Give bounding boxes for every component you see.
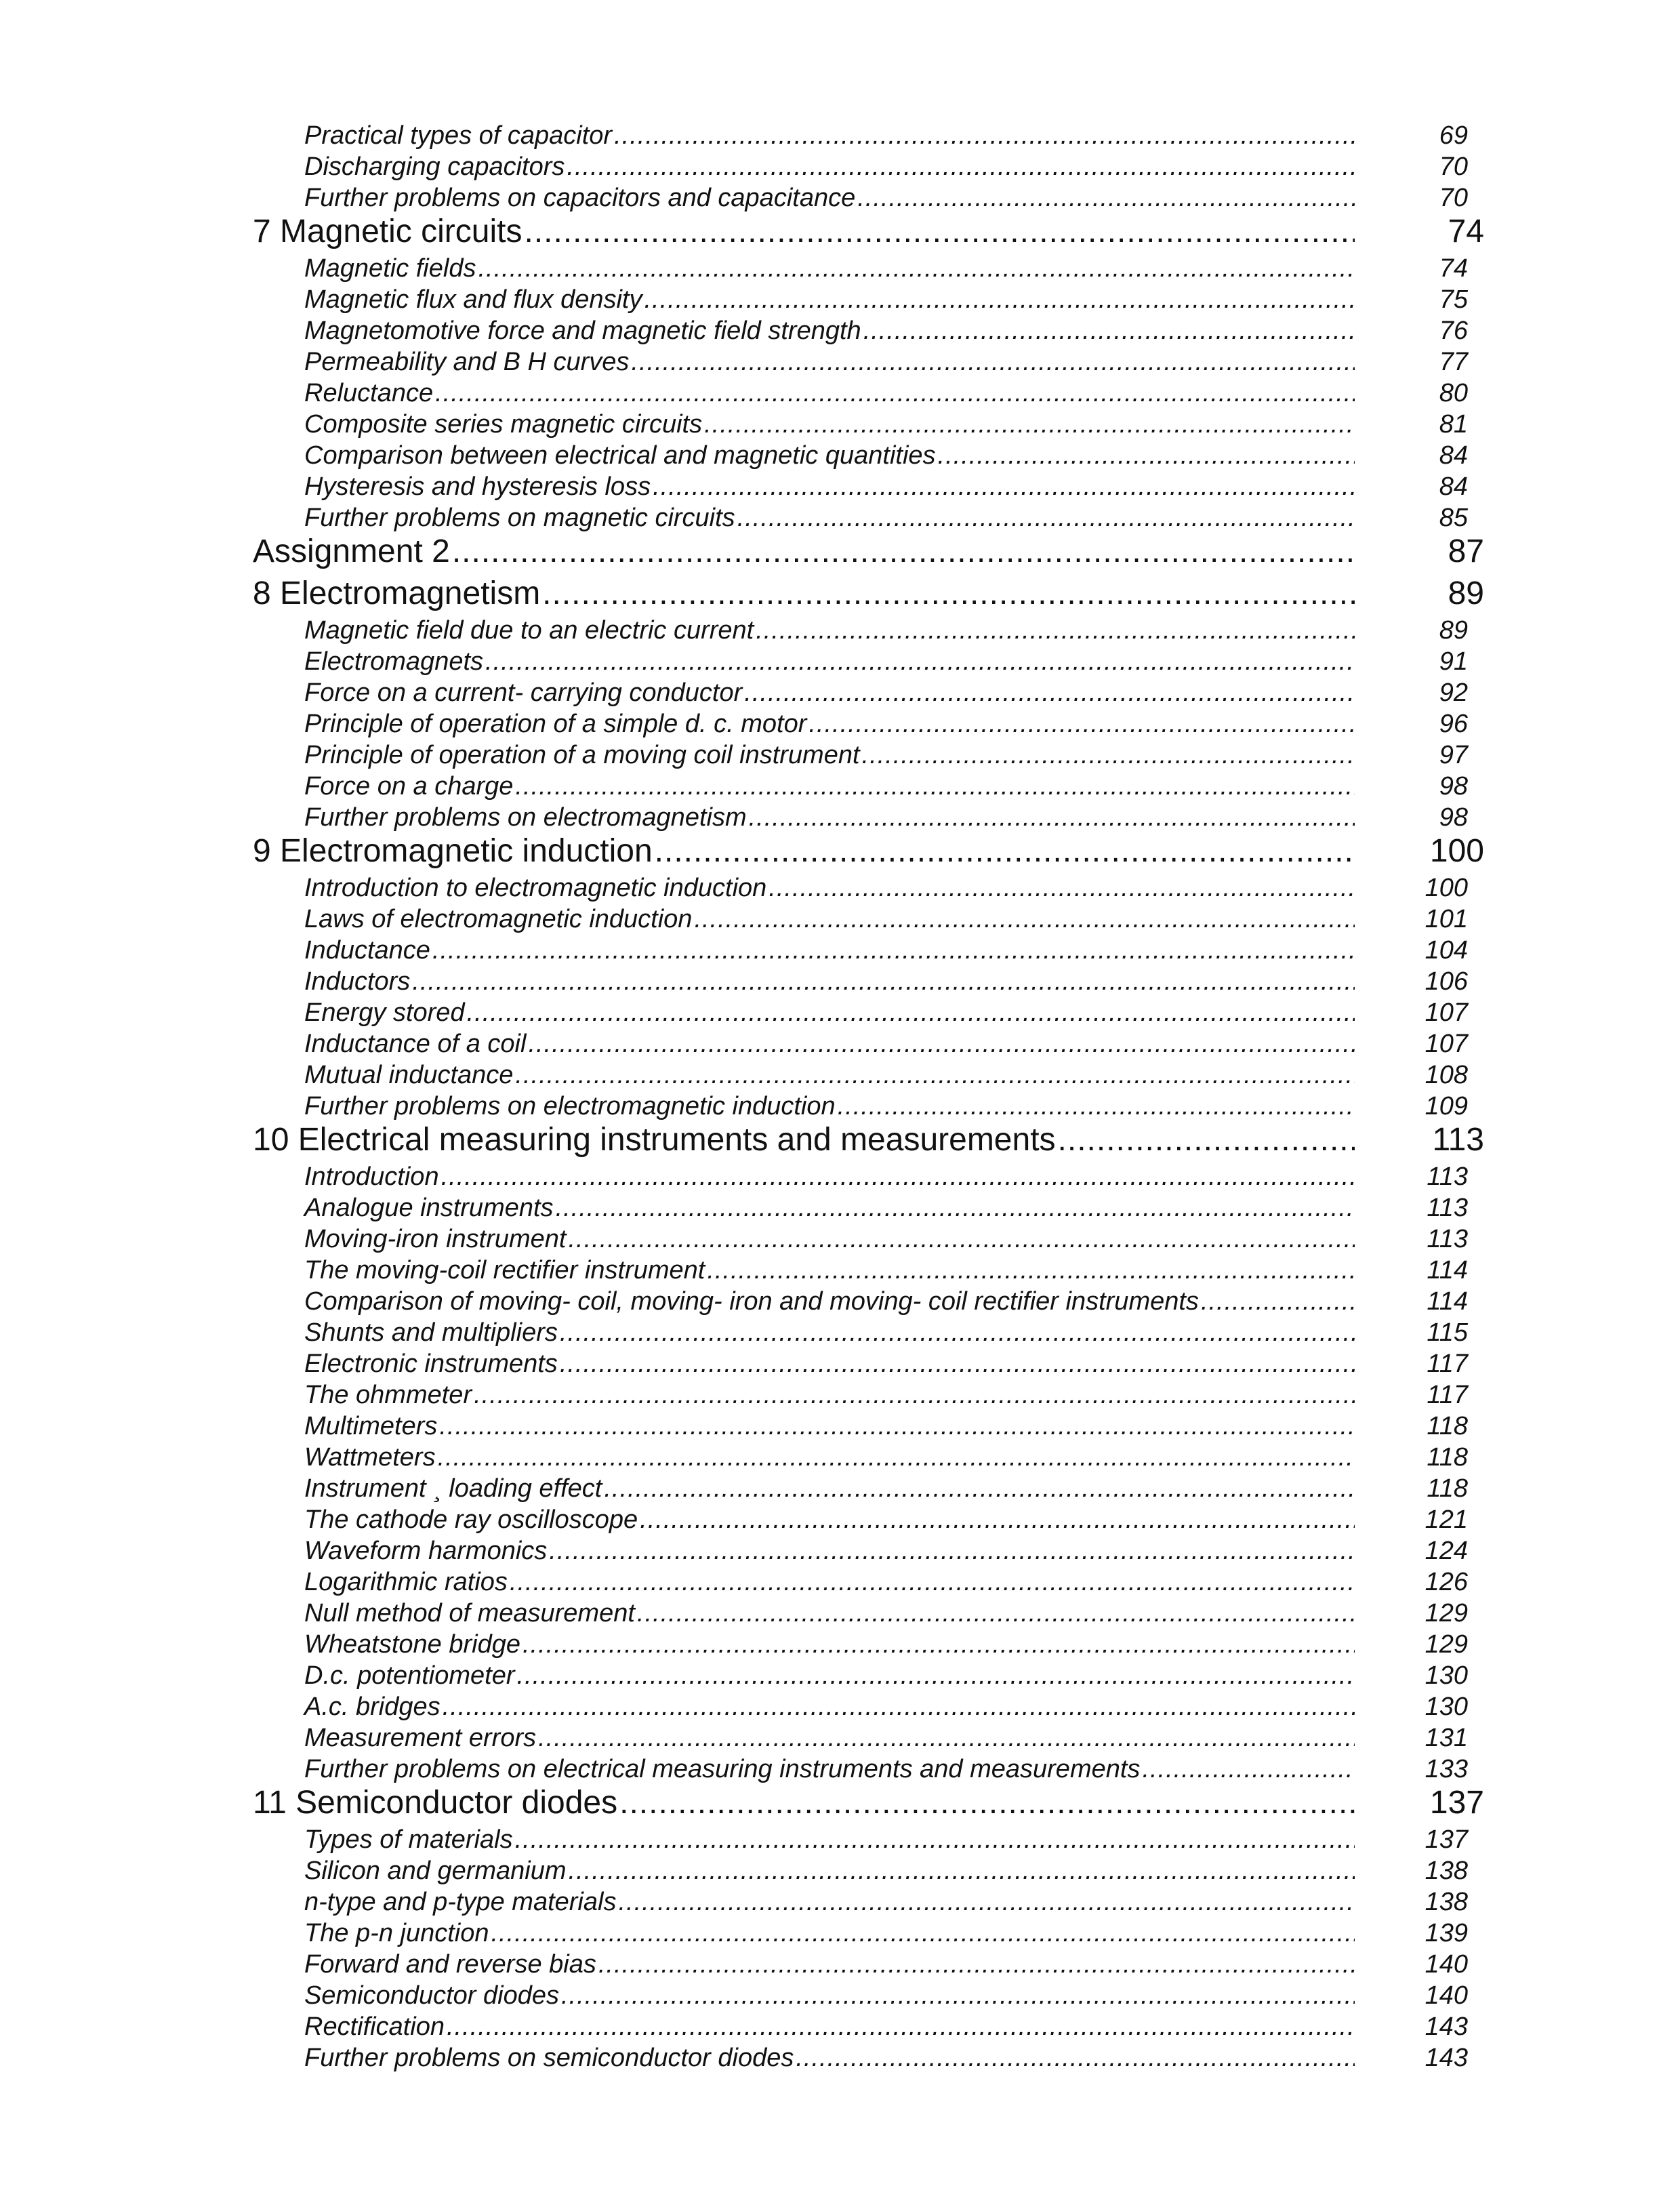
section-page-number: 77 <box>1439 348 1468 376</box>
dot-leader <box>938 441 1355 470</box>
section-title: Practical types of capacitor <box>304 121 613 150</box>
section-page-number: 131 <box>1425 1724 1468 1752</box>
section-page-number: 84 <box>1439 472 1468 501</box>
section-title: Introduction <box>304 1162 439 1191</box>
section-title: Composite series magnetic circuits <box>304 410 703 439</box>
dot-leader <box>769 873 1355 903</box>
chapter-page-number: 87 <box>1448 533 1484 569</box>
chapter-title: Assignment 2 <box>253 533 450 569</box>
toc-section-row[interactable] <box>304 285 1355 315</box>
toc-section-row[interactable] <box>304 1536 1355 1566</box>
section-page-number: 130 <box>1425 1693 1468 1721</box>
section-title: The moving-coil rectifier instrument <box>304 1256 705 1284</box>
toc-chapter-row[interactable] <box>253 575 1355 613</box>
section-title: Instrument ¸ loading effect <box>304 1474 602 1503</box>
section-page-number: 107 <box>1425 1030 1468 1058</box>
section-title: Electronic instruments <box>304 1350 558 1378</box>
section-page-number: 74 <box>1439 254 1468 283</box>
chapter-page-number: 137 <box>1429 1785 1484 1821</box>
section-page-number: 115 <box>1427 1318 1468 1347</box>
dot-leader <box>808 709 1355 739</box>
section-title: Energy stored <box>304 998 465 1027</box>
section-title: Magnetic field due to an electric current <box>304 616 754 645</box>
chapter-title: 9 Electromagnetic induction <box>253 833 653 869</box>
section-title: The p-n junction <box>304 1919 489 1947</box>
dot-leader <box>524 213 1355 251</box>
section-page-number: 106 <box>1425 967 1468 996</box>
section-title: Force on a current- carrying conductor <box>304 679 743 707</box>
section-title: Forward and reverse bias <box>304 1950 596 1979</box>
toc-chapter-row[interactable] <box>253 1121 1355 1159</box>
section-title: Further problems on electrical measuring instruments and measurements <box>304 1755 1141 1783</box>
dot-leader <box>515 1825 1355 1855</box>
section-page-number: 98 <box>1439 772 1468 801</box>
dot-leader <box>694 904 1355 934</box>
toc-section-row[interactable] <box>304 378 1355 408</box>
section-page-number: 139 <box>1425 1919 1468 1947</box>
section-title: Inductance of a coil <box>304 1030 527 1058</box>
section-title: Wheatstone bridge <box>304 1630 520 1659</box>
dot-leader <box>412 967 1355 996</box>
section-title: Hysteresis and hysteresis loss <box>304 472 651 501</box>
section-title: D.c. potentiometer <box>304 1661 515 1690</box>
dot-leader <box>863 316 1355 346</box>
toc-section-row[interactable] <box>304 1661 1355 1691</box>
section-title: Electromagnets <box>304 647 484 676</box>
section-page-number: 76 <box>1439 317 1468 345</box>
dot-leader <box>655 832 1355 870</box>
dot-leader <box>560 1318 1355 1348</box>
section-title: Null method of measurement <box>304 1599 635 1627</box>
section-title: Moving-iron instrument <box>304 1225 567 1253</box>
chapter-page-number: 89 <box>1448 575 1484 611</box>
toc-section-row[interactable] <box>304 998 1355 1028</box>
dot-leader <box>604 1474 1355 1503</box>
chapter-page-number: 74 <box>1448 214 1484 249</box>
section-title: Shunts and multipliers <box>304 1318 558 1347</box>
toc-section-row[interactable] <box>304 1091 1355 1121</box>
chapter-title: 7 Magnetic circuits <box>253 214 523 249</box>
toc-section-row[interactable] <box>304 441 1355 470</box>
section-page-number: 113 <box>1427 1162 1468 1191</box>
dot-leader <box>452 533 1355 571</box>
section-page-number: 92 <box>1439 679 1468 707</box>
dot-leader <box>631 347 1355 377</box>
section-page-number: 104 <box>1425 936 1468 965</box>
toc-section-row[interactable] <box>304 1349 1355 1379</box>
dot-leader <box>707 1255 1355 1285</box>
section-page-number: 91 <box>1439 647 1468 676</box>
dot-leader <box>1201 1287 1355 1316</box>
section-title: Introduction to electromagnetic induction <box>304 874 767 902</box>
section-page-number: 85 <box>1439 504 1468 532</box>
dot-leader <box>432 935 1355 965</box>
dot-leader <box>1058 1121 1355 1159</box>
dot-leader <box>549 1536 1355 1566</box>
section-title: Further problems on semiconductor diodes <box>304 2044 794 2072</box>
toc-section-row[interactable] <box>304 503 1355 533</box>
toc-section-row[interactable] <box>304 1754 1355 1784</box>
section-page-number: 143 <box>1425 2044 1468 2072</box>
dot-leader <box>653 472 1355 502</box>
section-title: Logarithmic ratios <box>304 1568 508 1596</box>
dot-leader <box>491 1918 1355 1948</box>
section-title: The ohmmeter <box>304 1381 472 1409</box>
dot-leader <box>598 1949 1355 1979</box>
toc-section-row[interactable] <box>304 347 1355 377</box>
dot-leader <box>447 2012 1355 2042</box>
toc-section-row[interactable] <box>304 1411 1355 1441</box>
toc-section-row[interactable] <box>304 1981 1355 2010</box>
toc-section-row[interactable] <box>304 409 1355 439</box>
section-title: Discharging capacitors <box>304 153 565 181</box>
dot-leader <box>538 1723 1355 1753</box>
section-title: Principle of operation of a moving coil instrument <box>304 741 860 769</box>
toc-section-row[interactable] <box>304 1949 1355 1979</box>
section-title: Comparison between electrical and magnetic quantities <box>304 441 936 470</box>
toc-section-row[interactable] <box>304 254 1355 283</box>
toc-section-row[interactable] <box>304 1887 1355 1917</box>
section-title: Further problems on capacitors and capacitance <box>304 184 856 212</box>
section-page-number: 140 <box>1425 1981 1468 2010</box>
toc-section-row[interactable] <box>304 472 1355 502</box>
toc-section-row[interactable] <box>304 1287 1355 1316</box>
section-title: Magnetomotive force and magnetic field strength <box>304 317 861 345</box>
toc-section-row[interactable] <box>304 2012 1355 2042</box>
toc-section-row[interactable] <box>304 1380 1355 1410</box>
section-title: Wattmeters <box>304 1443 436 1472</box>
section-page-number: 101 <box>1425 905 1468 933</box>
section-page-number: 98 <box>1439 803 1468 832</box>
section-page-number: 126 <box>1425 1568 1468 1596</box>
dot-leader <box>568 1224 1355 1254</box>
section-title: Reluctance <box>304 379 434 407</box>
dot-leader <box>796 2043 1355 2073</box>
section-page-number: 81 <box>1439 410 1468 439</box>
toc-section-row[interactable] <box>304 1162 1355 1192</box>
section-page-number: 118 <box>1427 1474 1468 1503</box>
chapter-page-number: 100 <box>1429 833 1484 869</box>
section-page-number: 118 <box>1427 1412 1468 1440</box>
dot-leader <box>556 1193 1355 1223</box>
chapter-title: 8 Electromagnetism <box>253 575 541 611</box>
section-page-number: 124 <box>1425 1537 1468 1565</box>
section-page-number: 140 <box>1425 1950 1468 1979</box>
section-title: Inductors <box>304 967 411 996</box>
section-title: Magnetic fields <box>304 254 476 283</box>
toc-section-row[interactable] <box>304 678 1355 708</box>
toc-chapter-row[interactable] <box>253 832 1355 870</box>
section-page-number: 129 <box>1425 1630 1468 1659</box>
dot-leader <box>567 152 1355 182</box>
dot-leader <box>542 575 1355 613</box>
section-page-number: 114 <box>1427 1256 1468 1284</box>
chapter-page-number: 113 <box>1432 1122 1484 1158</box>
dot-leader <box>569 1856 1355 1886</box>
section-page-number: 69 <box>1439 121 1468 150</box>
toc-section-row[interactable] <box>304 183 1355 213</box>
section-page-number: 118 <box>1427 1443 1468 1472</box>
dot-leader <box>838 1091 1355 1121</box>
toc-section-row[interactable] <box>304 740 1355 770</box>
chapter-title: 11 Semiconductor diodes <box>253 1785 618 1821</box>
section-title: Multimeters <box>304 1412 438 1440</box>
toc-section-row[interactable] <box>304 1193 1355 1223</box>
dot-leader <box>439 1411 1355 1441</box>
dot-leader <box>435 378 1355 408</box>
section-title: Laws of electromagnetic induction <box>304 905 693 933</box>
toc-section-row[interactable] <box>304 121 1355 150</box>
toc-chapter-row[interactable] <box>253 533 1355 571</box>
toc-section-row[interactable] <box>304 1598 1355 1628</box>
section-page-number: 96 <box>1439 710 1468 738</box>
dot-leader <box>640 1505 1355 1535</box>
section-page-number: 121 <box>1425 1505 1468 1534</box>
dot-leader <box>516 1661 1355 1691</box>
toc-section-row[interactable] <box>304 709 1355 739</box>
section-page-number: 75 <box>1439 285 1468 314</box>
section-title: Mutual inductance <box>304 1061 514 1089</box>
dot-leader <box>515 1060 1355 1090</box>
section-title: A.c. bridges <box>304 1693 441 1721</box>
dot-leader <box>438 1442 1355 1472</box>
section-page-number: 133 <box>1425 1755 1468 1783</box>
section-title: Analogue instruments <box>304 1194 554 1222</box>
toc-chapter-row[interactable] <box>253 213 1355 251</box>
toc-section-row[interactable] <box>304 771 1355 801</box>
dot-leader <box>619 1784 1355 1822</box>
toc-section-row[interactable] <box>304 152 1355 182</box>
toc-section-row[interactable] <box>304 1060 1355 1090</box>
section-page-number: 113 <box>1427 1194 1468 1222</box>
toc-chapter-row[interactable] <box>253 1784 1355 1822</box>
toc-section-row[interactable] <box>304 1029 1355 1059</box>
dot-leader <box>744 678 1355 708</box>
section-page-number: 114 <box>1427 1287 1468 1316</box>
section-page-number: 70 <box>1439 184 1468 212</box>
section-title: n-type and p-type materials <box>304 1888 617 1916</box>
dot-leader <box>515 771 1355 801</box>
dot-leader <box>756 615 1355 645</box>
dot-leader <box>637 1598 1355 1628</box>
dot-leader <box>644 285 1355 315</box>
dot-leader <box>510 1567 1355 1597</box>
section-title: Measurement errors <box>304 1724 537 1752</box>
section-title: Semiconductor diodes <box>304 1981 559 2010</box>
section-page-number: 129 <box>1425 1599 1468 1627</box>
toc-section-row[interactable] <box>304 803 1355 832</box>
toc-section-row[interactable] <box>304 316 1355 346</box>
section-page-number: 100 <box>1425 874 1468 902</box>
dot-leader <box>478 254 1355 283</box>
section-title: Principle of operation of a simple d. c. motor <box>304 710 807 738</box>
toc-section-row[interactable] <box>304 1692 1355 1722</box>
section-title: Magnetic flux and flux density <box>304 285 642 314</box>
section-page-number: 84 <box>1439 441 1468 470</box>
dot-leader <box>857 183 1355 213</box>
section-title: Inductance <box>304 936 430 965</box>
dot-leader <box>560 1349 1355 1379</box>
section-title: The cathode ray oscilloscope <box>304 1505 638 1534</box>
toc-section-row[interactable] <box>304 904 1355 934</box>
toc-section-row[interactable] <box>304 1918 1355 1948</box>
toc-section-row[interactable] <box>304 1505 1355 1535</box>
toc-section-row[interactable] <box>304 1224 1355 1254</box>
section-title: Further problems on magnetic circuits <box>304 504 735 532</box>
toc-section-row[interactable] <box>304 1630 1355 1659</box>
section-page-number: 70 <box>1439 153 1468 181</box>
section-page-number: 138 <box>1425 1857 1468 1885</box>
toc-section-row[interactable] <box>304 615 1355 645</box>
section-page-number: 138 <box>1425 1888 1468 1916</box>
toc-section-row[interactable] <box>304 873 1355 903</box>
dot-leader <box>614 121 1355 150</box>
section-page-number: 130 <box>1425 1661 1468 1690</box>
section-title: Rectification <box>304 2012 445 2041</box>
section-title: Comparison of moving- coil, moving- iron and moving- coil rectifier instruments <box>304 1287 1199 1316</box>
dot-leader <box>443 1692 1355 1722</box>
section-page-number: 117 <box>1427 1381 1468 1409</box>
dot-leader <box>561 1981 1355 2010</box>
dot-leader <box>1142 1754 1355 1784</box>
toc-section-row[interactable] <box>304 1825 1355 1855</box>
section-page-number: 89 <box>1439 616 1468 645</box>
dot-leader <box>528 1029 1355 1059</box>
dot-leader <box>523 1630 1355 1659</box>
toc-section-row[interactable] <box>304 1723 1355 1753</box>
section-title: Force on a charge <box>304 772 514 801</box>
section-page-number: 80 <box>1439 379 1468 407</box>
toc-section-row[interactable] <box>304 2043 1355 2073</box>
section-page-number: 117 <box>1427 1350 1468 1378</box>
toc-section-row[interactable] <box>304 1567 1355 1597</box>
dot-leader <box>737 503 1355 533</box>
section-page-number: 108 <box>1425 1061 1468 1089</box>
section-page-number: 109 <box>1425 1092 1468 1120</box>
section-title: Waveform harmonics <box>304 1537 548 1565</box>
section-title: Silicon and germanium <box>304 1857 567 1885</box>
section-title: Types of materials <box>304 1825 513 1854</box>
section-page-number: 137 <box>1425 1825 1468 1854</box>
dot-leader <box>485 647 1355 676</box>
section-title: Permeability and B H curves <box>304 348 630 376</box>
dot-leader <box>749 803 1355 832</box>
dot-leader <box>618 1887 1355 1917</box>
section-page-number: 97 <box>1439 741 1468 769</box>
dot-leader <box>474 1380 1355 1410</box>
dot-leader <box>704 409 1355 439</box>
toc-section-row[interactable] <box>304 1442 1355 1472</box>
toc-section-row[interactable] <box>304 1255 1355 1285</box>
section-title: Further problems on electromagnetism <box>304 803 747 832</box>
toc-section-row[interactable] <box>304 967 1355 996</box>
toc-section-row[interactable] <box>304 1474 1355 1503</box>
dot-leader <box>862 740 1355 770</box>
section-page-number: 143 <box>1425 2012 1468 2041</box>
toc-section-row[interactable] <box>304 647 1355 676</box>
toc-section-row[interactable] <box>304 935 1355 965</box>
toc-section-row[interactable] <box>304 1318 1355 1348</box>
section-page-number: 107 <box>1425 998 1468 1027</box>
section-title: Further problems on electromagnetic induction <box>304 1092 836 1120</box>
section-page-number: 113 <box>1427 1225 1468 1253</box>
toc-section-row[interactable] <box>304 1856 1355 1886</box>
dot-leader <box>441 1162 1355 1192</box>
chapter-title: 10 Electrical measuring instruments and measurements <box>253 1122 1056 1158</box>
dot-leader <box>467 998 1355 1028</box>
